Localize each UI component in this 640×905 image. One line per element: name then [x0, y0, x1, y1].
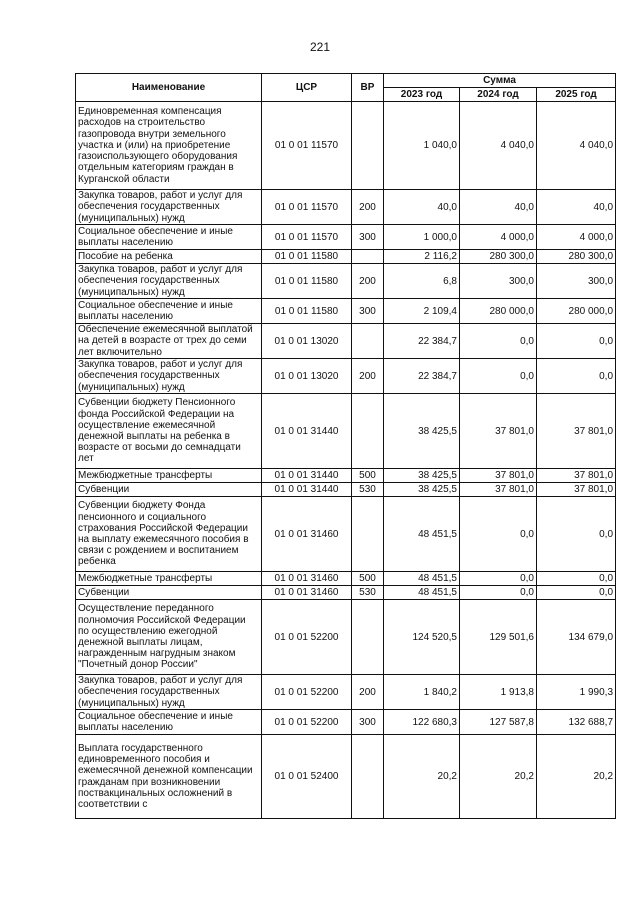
row-value-2024: 4 040,0: [460, 102, 537, 190]
row-value-2024: 0,0: [460, 359, 537, 394]
row-value-2025: 134 679,0: [537, 600, 616, 675]
row-name: Субвенции: [76, 483, 262, 497]
row-name: Социальное обеспечение и иные выплаты населению: [76, 299, 262, 324]
row-value-2025: 132 688,7: [537, 710, 616, 735]
header-vr: ВР: [352, 74, 384, 102]
row-value-2025: 300,0: [537, 264, 616, 299]
row-csr: 01 0 01 52200: [262, 600, 352, 675]
row-name: Закупка товаров, работ и услуг для обеспечения государственных (муниципальных) нужд: [76, 190, 262, 225]
row-csr: 01 0 01 31460: [262, 497, 352, 572]
row-value-2023: 22 384,7: [384, 324, 460, 359]
row-csr: 01 0 01 13020: [262, 359, 352, 394]
row-name: Закупка товаров, работ и услуг для обеспечения государственных (муниципальных) нужд: [76, 359, 262, 394]
table-row: [76, 190, 616, 225]
row-value-2025: 0,0: [537, 497, 616, 572]
row-csr: 01 0 01 11580: [262, 250, 352, 264]
row-value-2023: 122 680,3: [384, 710, 460, 735]
row-vr: [352, 497, 384, 572]
row-value-2023: 2 116,2: [384, 250, 460, 264]
row-value-2023: 48 451,5: [384, 572, 460, 586]
table-row: [76, 324, 616, 359]
row-value-2024: 280 000,0: [460, 299, 537, 324]
row-value-2024: 20,2: [460, 735, 537, 819]
row-name: Субвенции бюджету Пенсионного фонда Российской Федерации на осуществление ежемесячной денежной выплаты на ребенка в возрасте от восьми до семнадцати лет: [76, 394, 262, 469]
row-value-2023: 2 109,4: [384, 299, 460, 324]
budget-table: [75, 73, 616, 819]
header-csr: ЦСР: [262, 74, 352, 102]
row-value-2024: 0,0: [460, 586, 537, 600]
table-row: [76, 394, 616, 469]
row-name: Межбюджетные трансферты: [76, 572, 262, 586]
row-name: Социальное обеспечение и иные выплаты населению: [76, 710, 262, 735]
row-name: Закупка товаров, работ и услуг для обеспечения государственных (муниципальных) нужд: [76, 264, 262, 299]
row-value-2023: 38 425,5: [384, 469, 460, 483]
row-value-2025: 1 990,3: [537, 675, 616, 710]
header-year-2025: 2025 год: [537, 88, 616, 102]
row-csr: 01 0 01 11580: [262, 264, 352, 299]
row-csr: 01 0 01 52200: [262, 710, 352, 735]
row-value-2024: 37 801,0: [460, 394, 537, 469]
table-row: [76, 735, 616, 819]
row-csr: 01 0 01 31460: [262, 586, 352, 600]
row-value-2024: 300,0: [460, 264, 537, 299]
row-value-2025: 0,0: [537, 359, 616, 394]
row-vr: 200: [352, 264, 384, 299]
row-value-2025: 40,0: [537, 190, 616, 225]
row-value-2024: 127 587,8: [460, 710, 537, 735]
row-vr: 530: [352, 586, 384, 600]
row-value-2024: 1 913,8: [460, 675, 537, 710]
table-row: [76, 299, 616, 324]
row-value-2023: 1 040,0: [384, 102, 460, 190]
row-vr: 300: [352, 710, 384, 735]
header-row-top: [76, 74, 616, 88]
row-value-2024: 37 801,0: [460, 483, 537, 497]
row-name: Субвенции: [76, 586, 262, 600]
row-value-2023: 40,0: [384, 190, 460, 225]
row-name: Осуществление переданного полномочия Российской Федерации по осуществлению ежегодной денежной выплаты лицам, награжденным нагрудным знаком "Почетный донор России": [76, 600, 262, 675]
row-value-2025: 37 801,0: [537, 394, 616, 469]
row-name: Социальное обеспечение и иные выплаты населению: [76, 225, 262, 250]
header-year-2024: 2024 год: [460, 88, 537, 102]
row-name: Единовременная компенсация расходов на строительство газопровода внутри земельного участка и (или) на приобретение газоиспользующего оборудования отдельным категориям граждан в Курганской области: [76, 102, 262, 190]
row-csr: 01 0 01 13020: [262, 324, 352, 359]
row-value-2025: 0,0: [537, 572, 616, 586]
row-vr: [352, 735, 384, 819]
header-year-2023: 2023 год: [384, 88, 460, 102]
row-value-2023: 48 451,5: [384, 586, 460, 600]
row-name: Выплата государственного единовременного пособия и ежемесячной денежной компенсации гражданам при возникновении поствакцинальных осложнений в соответствии с: [76, 735, 262, 819]
table-row: [76, 600, 616, 675]
row-value-2025: 20,2: [537, 735, 616, 819]
row-csr: 01 0 01 52400: [262, 735, 352, 819]
table-row: [76, 264, 616, 299]
header-sum: Сумма: [384, 74, 616, 88]
row-value-2025: 37 801,0: [537, 483, 616, 497]
table-row: [76, 359, 616, 394]
row-csr: 01 0 01 31460: [262, 572, 352, 586]
row-value-2023: 38 425,5: [384, 483, 460, 497]
row-vr: 300: [352, 225, 384, 250]
row-csr: 01 0 01 31440: [262, 469, 352, 483]
row-csr: 01 0 01 11580: [262, 299, 352, 324]
row-value-2023: 48 451,5: [384, 497, 460, 572]
row-value-2025: 280 000,0: [537, 299, 616, 324]
row-value-2023: 22 384,7: [384, 359, 460, 394]
table-row: [76, 469, 616, 483]
row-vr: [352, 324, 384, 359]
row-value-2023: 6,8: [384, 264, 460, 299]
row-csr: 01 0 01 11570: [262, 102, 352, 190]
row-name: Закупка товаров, работ и услуг для обеспечения государственных (муниципальных) нужд: [76, 675, 262, 710]
row-csr: 01 0 01 11570: [262, 190, 352, 225]
table-row: [76, 675, 616, 710]
row-value-2025: 280 300,0: [537, 250, 616, 264]
row-name: Субвенции бюджету Фонда пенсионного и социального страхования Российской Федерации на выплату ежемесячного пособия в связи с рождением и воспитанием ребенка: [76, 497, 262, 572]
row-name: Пособие на ребенка: [76, 250, 262, 264]
row-vr: 500: [352, 469, 384, 483]
row-vr: 200: [352, 675, 384, 710]
table-row: [76, 250, 616, 264]
row-value-2024: 0,0: [460, 497, 537, 572]
row-csr: 01 0 01 11570: [262, 225, 352, 250]
row-value-2023: 38 425,5: [384, 394, 460, 469]
table-row: [76, 102, 616, 190]
row-value-2023: 20,2: [384, 735, 460, 819]
row-csr: 01 0 01 31440: [262, 483, 352, 497]
table-row: [76, 225, 616, 250]
table-row: [76, 586, 616, 600]
row-value-2024: 280 300,0: [460, 250, 537, 264]
row-csr: 01 0 01 52200: [262, 675, 352, 710]
row-value-2023: 1 000,0: [384, 225, 460, 250]
row-value-2025: 4 040,0: [537, 102, 616, 190]
row-value-2023: 124 520,5: [384, 600, 460, 675]
row-csr: 01 0 01 31440: [262, 394, 352, 469]
row-value-2024: 37 801,0: [460, 469, 537, 483]
row-value-2025: 0,0: [537, 324, 616, 359]
row-value-2023: 1 840,2: [384, 675, 460, 710]
row-vr: 530: [352, 483, 384, 497]
row-vr: [352, 394, 384, 469]
row-value-2025: 0,0: [537, 586, 616, 600]
row-vr: 200: [352, 190, 384, 225]
table-row: [76, 497, 616, 572]
row-value-2025: 37 801,0: [537, 469, 616, 483]
row-value-2024: 129 501,6: [460, 600, 537, 675]
row-vr: 500: [352, 572, 384, 586]
header-name: Наименование: [76, 74, 262, 102]
table-row: [76, 710, 616, 735]
row-vr: 300: [352, 299, 384, 324]
row-vr: [352, 600, 384, 675]
row-vr: [352, 250, 384, 264]
row-name: Межбюджетные трансферты: [76, 469, 262, 483]
row-vr: 200: [352, 359, 384, 394]
row-name: Обеспечение ежемесячной выплатой на детей в возрасте от трех до семи лет включительно: [76, 324, 262, 359]
row-value-2024: 4 000,0: [460, 225, 537, 250]
page-number: 221: [309, 40, 331, 54]
table-row: [76, 572, 616, 586]
row-value-2025: 4 000,0: [537, 225, 616, 250]
table-row: [76, 483, 616, 497]
row-value-2024: 40,0: [460, 190, 537, 225]
row-value-2024: 0,0: [460, 324, 537, 359]
row-value-2024: 0,0: [460, 572, 537, 586]
row-vr: [352, 102, 384, 190]
